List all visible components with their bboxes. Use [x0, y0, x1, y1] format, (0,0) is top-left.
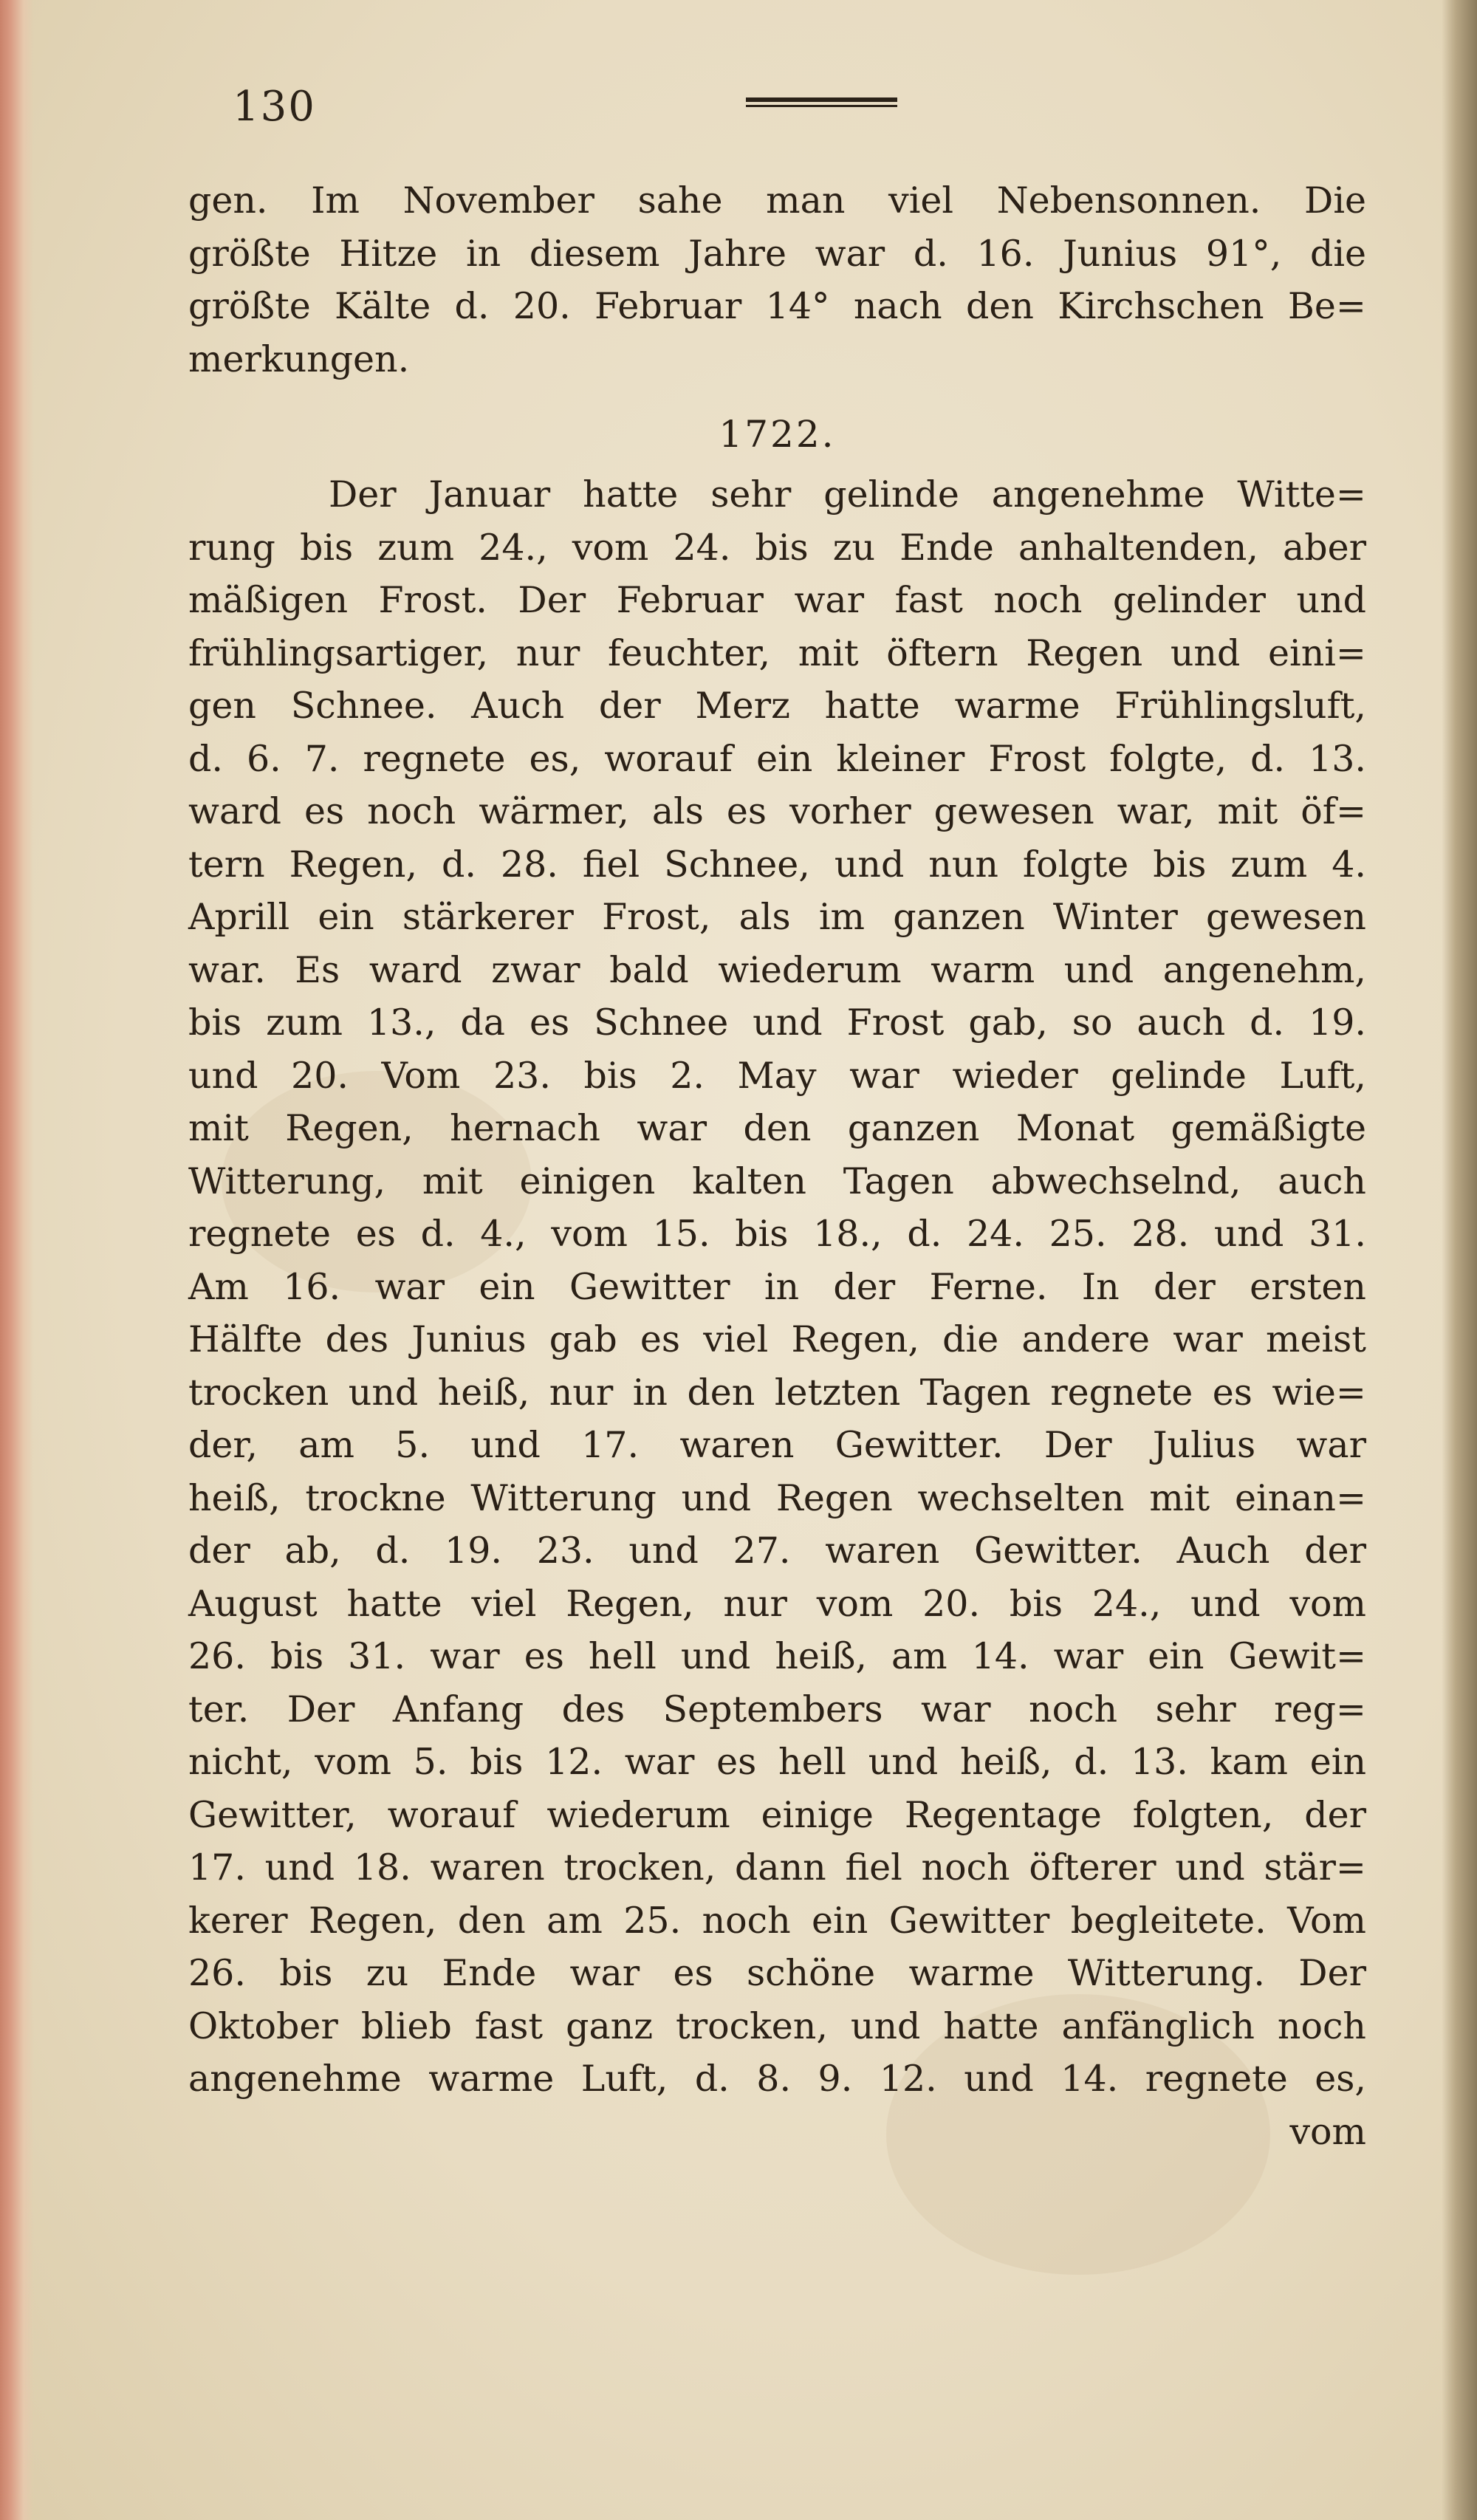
text-line: Der Januar hatte sehr gelinde angenehme Witte=	[329, 473, 1366, 516]
catchword: vom	[1289, 2110, 1366, 2153]
text-line: ter. Der Anfang des Septembers war noch sehr reg=	[188, 1688, 1366, 1730]
text-line: war. Es ward zwar bald wiederum warm und angenehm,	[188, 948, 1366, 991]
text-line: regnete es d. 4., vom 15. bis 18., d. 24. 25. 28. und 31.	[188, 1213, 1366, 1255]
text-line: kerer Regen, den am 25. noch ein Gewitter begleitete. Vom	[188, 1899, 1366, 1942]
text-line: Aprill ein stärkerer Frost, als im ganzen Winter gewesen	[188, 896, 1366, 938]
text-line: Gewitter, worauf wiederum einige Regentage folgten, der	[188, 1793, 1366, 1836]
text-line: 26. bis zu Ende war es schöne warme Witterung. Der	[188, 1952, 1366, 1994]
page-right-edge	[1442, 0, 1477, 2520]
text-line: ward es noch wärmer, als es vorher gewesen war, mit öf=	[188, 790, 1366, 832]
text-line: gen Schnee. Auch der Merz hatte warme Frühlingsluft,	[188, 685, 1366, 727]
page-text	[188, 174, 1366, 2158]
text-line: größte Kälte d. 20. Februar 14° nach den Kirchschen Be=	[188, 285, 1366, 327]
text-line: trocken und heiß, nur in den letzten Tagen regnete es wie=	[188, 1371, 1366, 1414]
header-rule-thin	[746, 105, 897, 107]
text-line: bis zum 13., da es Schnee und Frost gab, so auch d. 19.	[188, 1002, 1366, 1044]
text-line: August hatte viel Regen, nur vom 20. bis 24., und vom	[188, 1582, 1366, 1625]
text-line: Hälfte des Junius gab es viel Regen, die andere war meist	[188, 1318, 1366, 1360]
text-line: d. 6. 7. regnete es, worauf ein kleiner Frost folgte, d. 13.	[188, 737, 1366, 780]
text-line: 17. und 18. waren trocken, dann fiel noch öfterer und stär=	[188, 1846, 1366, 1889]
text-line: rung bis zum 24., vom 24. bis zu Ende anhaltenden, aber	[188, 526, 1366, 569]
year-heading: 1722.	[719, 413, 836, 456]
text-line: nicht, vom 5. bis 12. war es hell und heiß, d. 13. kam ein	[188, 1741, 1366, 1783]
text-line: angenehme warme Luft, d. 8. 9. 12. und 14. regnete es,	[188, 2058, 1366, 2100]
text-line: 26. bis 31. war es hell und heiß, am 14. war ein Gewit=	[188, 1635, 1366, 1677]
text-line: und 20. Vom 23. bis 2. May war wieder gelinde Luft,	[188, 1054, 1366, 1097]
text-line: der, am 5. und 17. waren Gewitter. Der Julius war	[188, 1424, 1366, 1466]
text-line: gen. Im November sahe man viel Nebensonnen. Die	[188, 179, 1366, 222]
text-line: tern Regen, d. 28. fiel Schnee, und nun folgte bis zum 4.	[188, 843, 1366, 886]
page-number: 130	[233, 83, 316, 131]
text-line: mäßigen Frost. Der Februar war fast noch gelinder und	[188, 579, 1366, 621]
text-line: Am 16. war ein Gewitter in der Ferne. In der ersten	[188, 1265, 1366, 1308]
text-line: mit Regen, hernach war den ganzen Monat gemäßigte	[188, 1107, 1366, 1149]
page-spine-edge	[0, 0, 34, 2520]
text-line: Witterung, mit einigen kalten Tagen abwechselnd, auch	[188, 1160, 1366, 1202]
header-rule-thick	[746, 97, 897, 102]
text-line: heiß, trockne Witterung und Regen wechselten mit einan=	[188, 1476, 1366, 1519]
text-line: größte Hitze in diesem Jahre war d. 16. Junius 91°, die	[188, 232, 1366, 275]
text-line: der ab, d. 19. 23. und 27. waren Gewitter. Auch der	[188, 1530, 1366, 1572]
text-line: Oktober blieb fast ganz trocken, und hatte anfänglich noch	[188, 2004, 1366, 2047]
text-line: frühlingsartiger, nur feuchter, mit öftern Regen und eini=	[188, 631, 1366, 674]
text-line: merkungen.	[188, 338, 410, 380]
header-rule	[746, 97, 897, 114]
